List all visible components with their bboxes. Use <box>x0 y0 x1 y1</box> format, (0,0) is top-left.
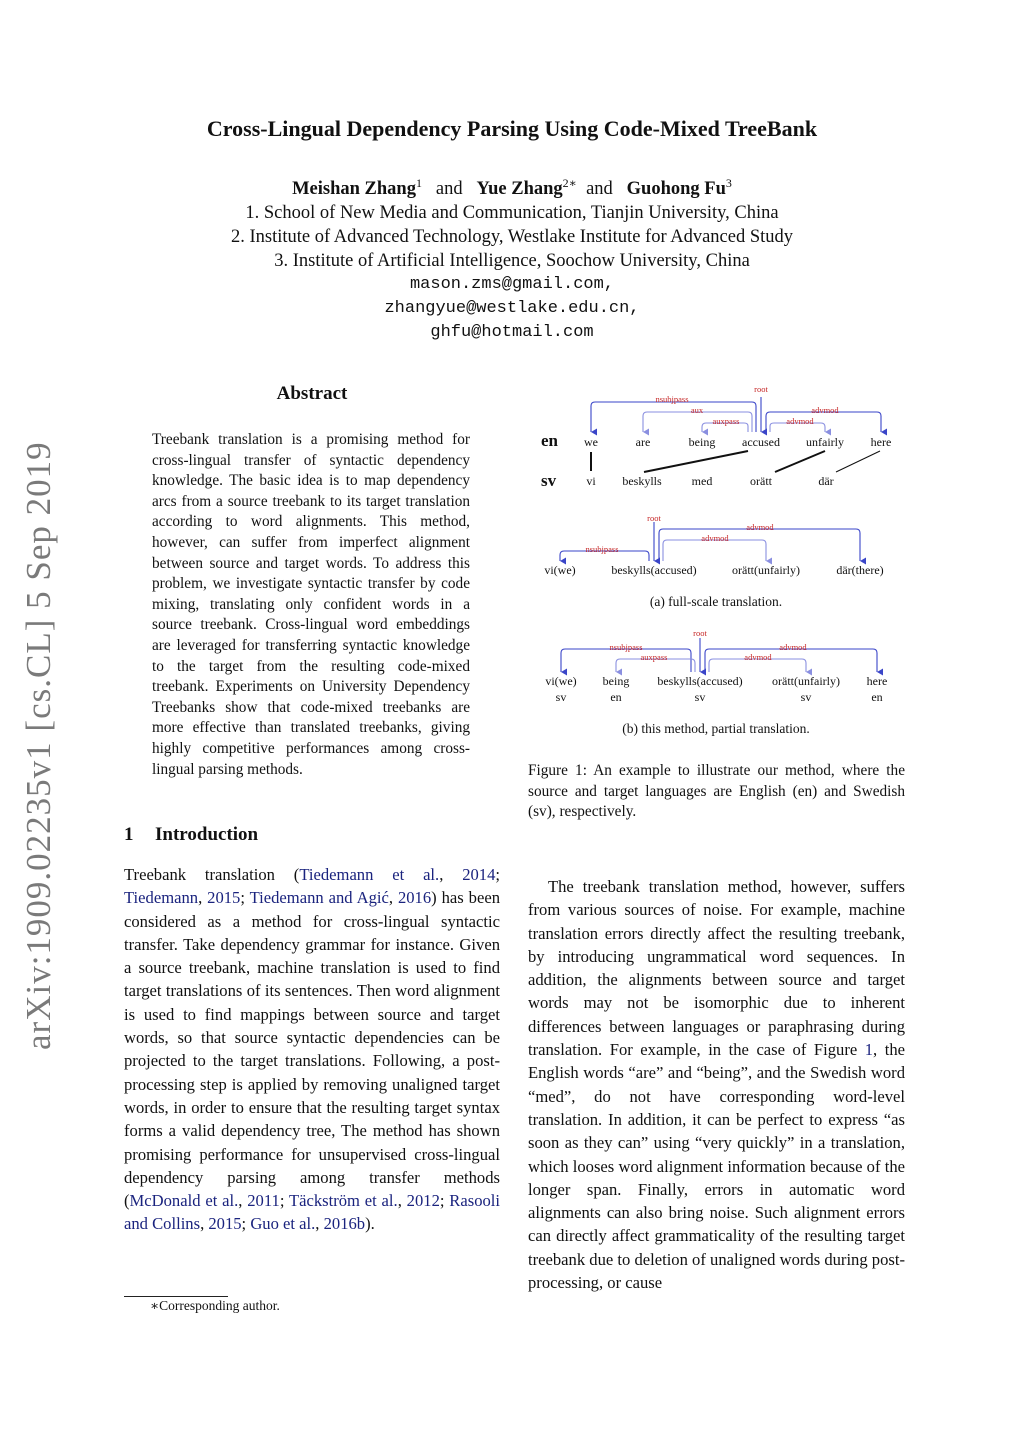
en-word: being <box>688 435 716 449</box>
author-3-sup: 3 <box>725 176 732 190</box>
intro-paragraph <box>124 863 500 1236</box>
citation-link[interactable]: 2016 <box>397 888 432 908</box>
text-run: ; <box>240 888 250 908</box>
arc-label: nsubjpass <box>585 544 619 554</box>
tree-word: here <box>866 674 888 688</box>
arc-advmod-2 <box>663 540 766 561</box>
text-run: , <box>397 1191 407 1211</box>
section-number: 1 <box>124 824 134 845</box>
arxiv-identifier: arXiv:1909.02235v1 [cs.CL] 5 Sep 2019 <box>19 441 58 1050</box>
text-run: , <box>200 1214 209 1234</box>
footnote: ∗Corresponding author. <box>150 1298 280 1313</box>
and-2: and <box>586 179 613 200</box>
alignment-link <box>644 451 748 472</box>
arc-label: auxpass <box>712 416 740 426</box>
tree-word: vi(we) <box>544 563 576 577</box>
author-1: Meishan Zhang <box>292 179 416 200</box>
en-word: unfairly <box>806 435 844 449</box>
text-run: , <box>439 865 463 884</box>
arc-advmod-1 <box>766 412 881 432</box>
right-column-paragraph <box>528 875 905 1294</box>
email-2[interactable]: zhangyue@westlake.edu.cn, <box>384 299 640 319</box>
citation-link[interactable]: Tiedemann <box>124 888 199 908</box>
citation-link[interactable]: 2012 <box>406 1191 440 1211</box>
text-run: , the English words “are” and “being”, and the Swedish word “med”, do not have corresponding word-level translation. In addition, it can be perfect to express “as soon as they can” using “very quickly” in a translation, which looses word alignment information because of the longer span. Finally, errors in automatic word alignments can also bring noise. Such alignment errors can directly affect grammaticality of the resulting target treebank due to deletion of unaligned words during post-processing, or cause <box>528 1040 905 1293</box>
lang-tag: en <box>610 690 622 704</box>
arc-label: advmod <box>786 416 814 426</box>
tree-word: beskylls(accused) <box>611 563 697 577</box>
paper-title: Cross-Lingual Dependency Parsing Using Code-Mixed TreeBank <box>206 116 818 141</box>
lang-en-label: en <box>541 431 558 450</box>
author-3: Guohong Fu <box>626 179 726 200</box>
en-word: here <box>870 435 892 449</box>
sv-word: orätt <box>750 474 772 488</box>
email-1[interactable]: mason.zms@gmail.com, <box>409 275 615 295</box>
arc-label: advmod <box>811 405 839 415</box>
arc-advmod-1 <box>659 529 860 561</box>
citation-link[interactable]: 2015 <box>207 888 241 908</box>
sv-word: beskylls <box>622 474 662 488</box>
en-word: we <box>584 435 598 449</box>
tree-full-scale <box>544 513 883 609</box>
tree-word: orätt(unfairly) <box>772 674 840 688</box>
arc-advmod-1 <box>705 649 877 672</box>
citation-link[interactable]: 2015 <box>208 1214 242 1234</box>
citation-link[interactable]: 2016b <box>323 1214 366 1234</box>
lang-sv-label: sv <box>541 471 557 490</box>
citation-link[interactable]: McDonald et al. <box>129 1191 239 1211</box>
affiliation-3: 3. Institute of Artificial Intelligence, Soochow University, China <box>274 251 750 272</box>
lang-tag: en <box>871 690 883 704</box>
sv-word: med <box>691 474 713 488</box>
author-2-sup: 2∗ <box>562 176 577 190</box>
text-run: ; <box>495 865 501 884</box>
text-run: ) has been considered as a method for cross-lingual syntactic transfer. Take dependency grammar for instance. Given a source treebank, machine translation is used to find target translations of its sentences. Then word alignment is used to find mappings between source and target words, so that source syntactic dependencies can be projected to the target translations. Following, a post-processing step is applied by removing unaligned target words, in order to ensure that the resulting target syntax forms a valid dependency tree, The method has shown promising performance for unsupervised cross-lingual dependency parsing among transfer methods ( <box>124 888 500 1211</box>
lang-tag: sv <box>694 690 706 704</box>
text-run: , <box>388 888 398 908</box>
arc-label: advmod <box>779 642 807 652</box>
figure-caption: Figure 1: An example to illustrate our method, where the source and target languages are English (en) and Swedish (sv), respectively. <box>528 762 905 821</box>
arc-label: nsubjpass <box>655 394 689 404</box>
arc-label: root <box>647 513 661 523</box>
tree-partial <box>545 628 887 736</box>
footnote-divider <box>124 1296 228 1297</box>
arc-label: advmod <box>744 652 772 662</box>
abstract-heading: Abstract <box>276 383 348 404</box>
tree-word: där(there) <box>836 563 884 577</box>
subfigure-caption-b: (b) this method, partial translation. <box>622 721 810 736</box>
tree-word: orätt(unfairly) <box>732 563 800 577</box>
author-2: Yue Zhang <box>476 179 563 200</box>
author-1-sup: 1 <box>415 176 422 190</box>
lang-tag: sv <box>555 690 567 704</box>
tree-word: beskylls(accused) <box>657 674 743 688</box>
text-run: ; <box>279 1191 289 1211</box>
citation-link[interactable]: 2011 <box>247 1191 280 1211</box>
text-run: ). <box>365 1214 375 1234</box>
arc-label: aux <box>690 405 704 415</box>
affiliation-1: 1. School of New Media and Communication, Tianjin University, China <box>245 203 779 224</box>
text-run: , <box>238 1191 248 1211</box>
arc-label: nsubjpass <box>609 642 643 652</box>
email-3[interactable]: ghfu@hotmail.com <box>430 323 594 343</box>
arc-nsubjpass <box>561 649 691 672</box>
figure-reference-link[interactable]: 1 <box>864 1040 874 1060</box>
author-block <box>0 171 1024 345</box>
alignment-link <box>775 451 825 472</box>
text-run: ; <box>439 1191 450 1211</box>
section-heading-introduction <box>124 824 258 846</box>
arc-label: root <box>693 628 707 638</box>
tree-word: vi(we) <box>545 674 577 688</box>
author-line <box>0 171 1024 201</box>
tree-word: being <box>602 674 630 688</box>
text-run: The treebank translation method, however, suffers from various sources of noise. For example, machine translation errors directly affect the resulting treebank, by introducing ungrammatical word sequences. In addition, the alignments between source and target words may not be isomorphic due to inherent differences between languages or paraphrasing during translation. For example, in the case of Figure <box>528 877 905 1060</box>
text-run: Treebank translation ( <box>124 865 300 884</box>
abstract-text: Treebank translation is a promising method for cross-lingual transfer of syntactic dependency knowledge. The basic idea is to map dependency arcs from a source treebank to its target translation according to word alignments. This method, however, can suffer from imperfect alignment between source and target words. To address this problem, we investigate syntactic transfer by code mixing, translating only confident words in a source treebank. Cross-lingual word embeddings are leveraged for transferring syntactic knowledge to the target from the resulting code-mixed treebank. Experiments on University Dependency Treebanks show that code-mixed treebanks are more effective than translated treebanks, giving highly competitive performances among cross-lingual parsing methods. <box>152 431 470 778</box>
citation-link[interactable]: Rasooli and Collins <box>124 1191 501 1234</box>
sv-word: vi <box>586 474 596 488</box>
text-run: , <box>315 1214 324 1234</box>
figure-1-dependency-trees <box>520 378 912 748</box>
en-word: are <box>635 435 651 449</box>
text-run: ; <box>241 1214 251 1234</box>
citation-link[interactable]: Guo et al. <box>250 1214 316 1234</box>
en-word: accused <box>742 435 780 449</box>
arc-label: advmod <box>746 522 774 532</box>
alignment-diagram <box>541 384 891 490</box>
arc-label: auxpass <box>640 652 668 662</box>
alignment-link <box>836 451 880 472</box>
affiliation-2: 2. Institute of Advanced Technology, Westlake Institute for Advanced Study <box>230 227 794 248</box>
section-title: Introduction <box>155 824 259 845</box>
text-run: , <box>198 888 208 908</box>
sv-word: där <box>818 474 834 488</box>
citation-link[interactable]: Täckström et al. <box>288 1191 398 1211</box>
and-1: and <box>435 179 463 200</box>
citation-link[interactable]: Tiedemann and Agić <box>249 888 389 908</box>
citation-link[interactable]: Tiedemann et al. <box>299 865 440 884</box>
arc-label: advmod <box>701 533 729 543</box>
citation-link[interactable]: 2014 <box>462 865 496 884</box>
lang-tag: sv <box>800 690 812 704</box>
subfigure-caption-a: (a) full-scale translation. <box>649 594 783 609</box>
arc-label: root <box>754 384 768 394</box>
